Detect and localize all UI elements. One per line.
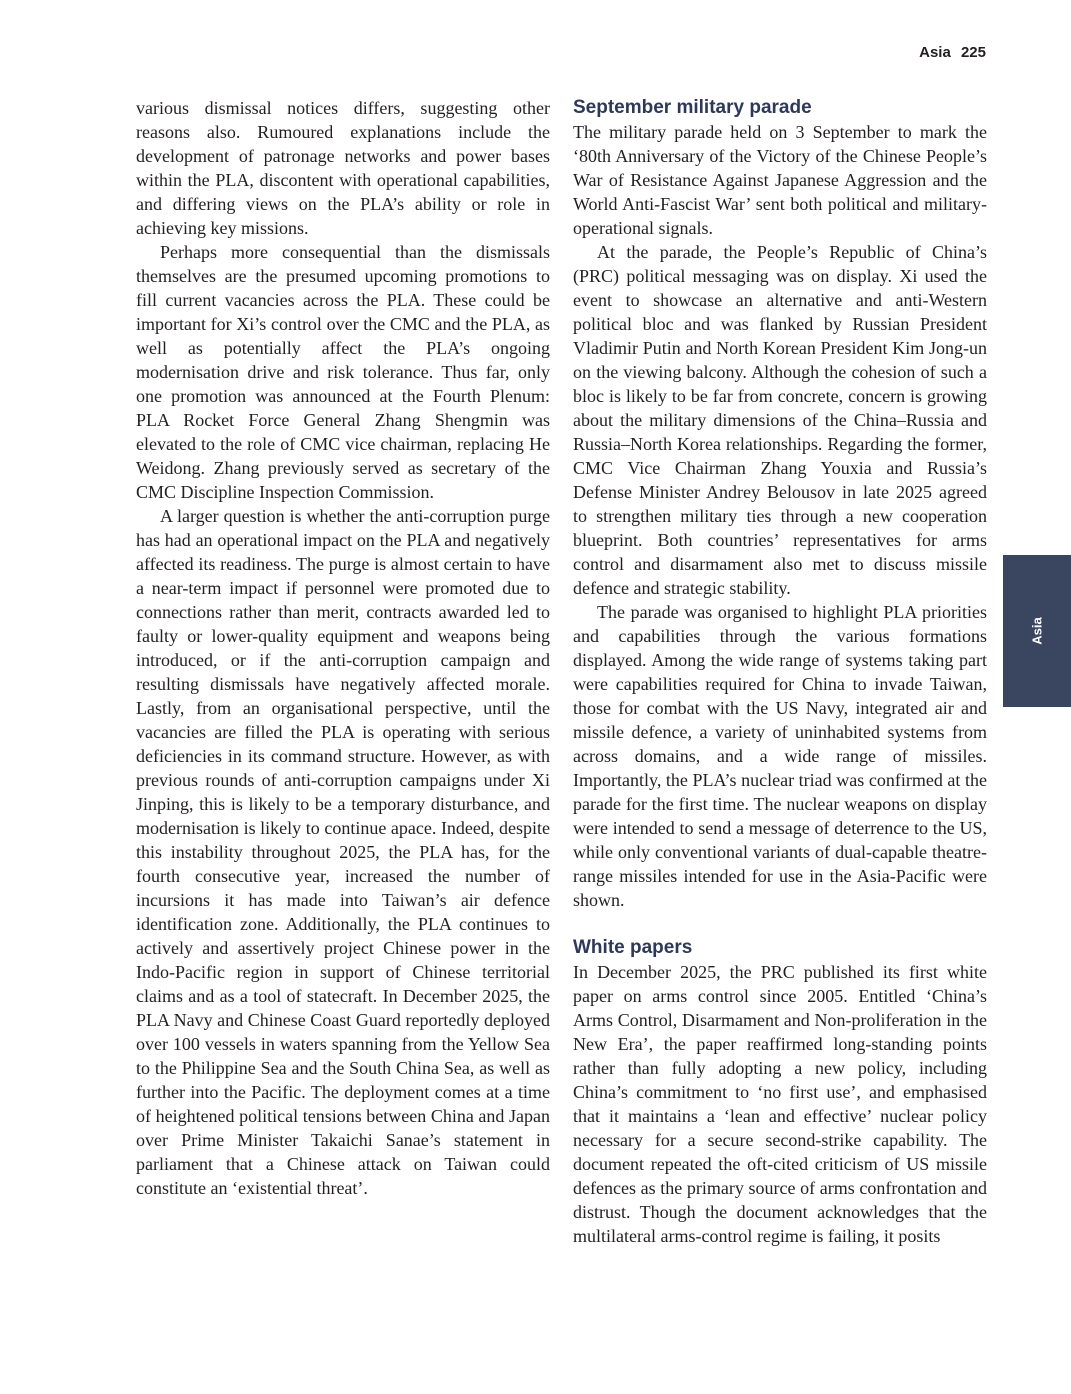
section-heading-white-papers: White papers [573, 937, 693, 958]
running-head-section: Asia [919, 44, 951, 61]
body-paragraph: The military parade held on 3 September to mark the ‘80th Anniversary of the Victory of the Chinese People’s War of Resistance Against Japanese Aggression and the World Anti-Fascist War’ sent both political and military-operational signals. [573, 122, 987, 238]
side-tab-label: Asia [1029, 617, 1045, 645]
right-column [573, 96, 987, 1248]
left-column [136, 96, 550, 1200]
running-head [919, 44, 986, 61]
body-paragraph: A larger question is whether the anti-corruption purge has had an operational impact on the PLA and negatively affected its readiness. The purge is almost certain to have a near-term impact if personnel were promoted due to connections rather than merit, contracts awarded led to faulty or lower-quality equipment and weapons being introduced, or if the anti-corruption campaign and resulting dismissals have negatively affected morale. Lastly, from an organisational perspective, until the vacancies are filled the PLA is operating with serious deficiencies in its command structure. However, as with previous rounds of anti-corruption campaigns under Xi Jinping, this is likely to be a temporary disturbance, and modernisation is likely to continue apace. Indeed, despite this instability throughout 2025, the PLA has, for the fourth consecutive year, increased the number of incursions it has made into Taiwan’s air defence identification zone. Additionally, the PLA continues to actively and assertively project Chinese power in the Indo-Pacific region in support of Chinese territorial claims and as a tool of statecraft. In December 2025, the PLA Navy and Chinese Coast Guard reportedly deployed over 100 vessels in waters spanning from the Yellow Sea to the Philippine Sea and the South China Sea, as well as further into the Pacific. The deployment comes at a time of heightened political tensions between China and Japan over Prime Minister Takaichi Sanae’s statement in parliament that a Chinese attack on Taiwan could constitute an ‘existential threat’. [136, 506, 550, 1198]
body-paragraph: At the parade, the People’s Republic of China’s (PRC) political messaging was on display. Xi used the event to showcase an alternative and anti-Western political bloc and was flanked by Russian President Vladimir Putin and North Korean President Kim Jong-un on the viewing balcony. Although the cohesion of such a bloc is likely to be far from concrete, concern is growing about the military dimensions of the China–Russia and Russia–North Korea relationships. Regarding the former, CMC Vice Chairman Zhang Youxia and Russia’s Defense Minister Andrey Belousov in late 2025 agreed to strengthen military ties through a new cooperation blueprint. Both countries’ representatives for arms control and disarmament also met to discuss missile defence and strategic stability. [573, 242, 987, 598]
body-paragraph: various dismissal notices differs, suggesting other reasons also. Rumoured explanations include the development of patronage networks and power bases within the PLA, discontent with operational capabilities, and differing views on the PLA’s ability or role in achieving key missions. [136, 98, 550, 238]
body-paragraph: Perhaps more consequential than the dismissals themselves are the presumed upcoming promotions to fill current vacancies across the PLA. These could be important for Xi’s control over the CMC and the PLA, as well as potentially affect the PLA’s ongoing modernisation drive and risk tolerance. Thus far, only one promotion was announced at the Fourth Plenum: PLA Rocket Force General Zhang Shengmin was elevated to the role of CMC vice chairman, replacing He Weidong. Zhang previously served as secretary of the CMC Discipline Inspection Commission. [136, 242, 550, 502]
body-paragraph: In December 2025, the PRC published its first white paper on arms control since 2005. Entitled ‘China’s Arms Control, Disarmament and Non-proliferation in the New Era’, the paper reaffirmed long-standing points rather than fully adopting a new policy, including China’s commitment to ‘no first use’, and emphasised that it maintains a ‘lean and effective’ nuclear policy necessary for a secure second-strike capability. The document repeated the oft-cited criticism of US missile defences as the primary source of arms confrontation and distrust. Though the document acknowledges that the multilateral arms-control regime is failing, it posits [573, 962, 987, 1246]
body-paragraph: The parade was organised to highlight PLA priorities and capabilities through the various formations displayed. Among the wide range of systems taking part were capabilities required for China to invade Taiwan, those for combat with the US Navy, integrated air and missile defence, a variety of uninhabited systems from across domains, and a wide range of missiles. Importantly, the PLA’s nuclear triad was confirmed at the parade for the first time. The nuclear weapons on display were intended to send a message of deterrence to the US, while only conventional variants of dual-capable theatre-range missiles intended for use in the Asia-Pacific were shown. [573, 602, 987, 910]
chapter-side-tab [1003, 555, 1071, 707]
section-heading-parade: September military parade [573, 97, 812, 118]
page-number: 225 [960, 44, 986, 61]
